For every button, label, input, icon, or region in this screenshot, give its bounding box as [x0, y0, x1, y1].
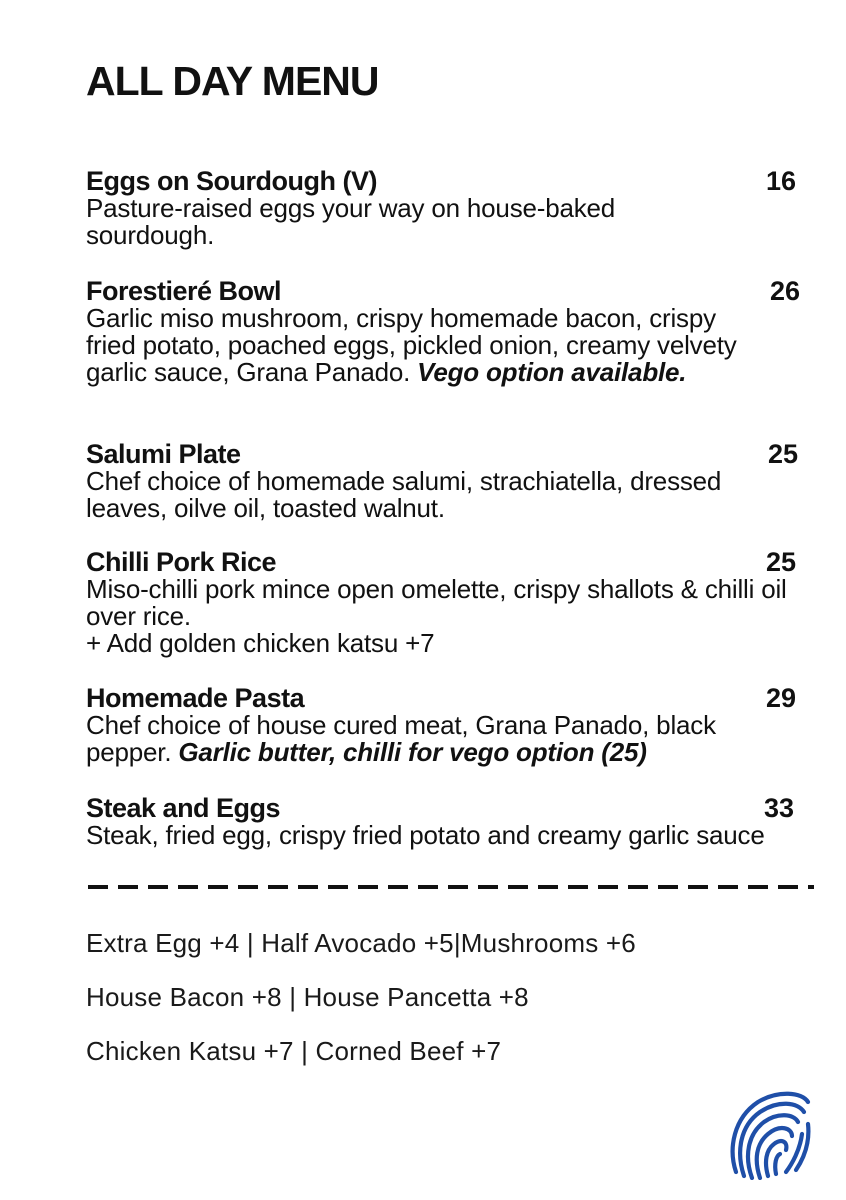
menu-item-description-text: Steak, fried egg, crispy fried potato and creamy garlic sauce [86, 820, 765, 850]
menu-item-description [86, 195, 726, 249]
menu-item-vego-note: Garlic butter, chilli for vego option (25) [178, 737, 647, 767]
menu-item-vego-note: Vego option available. [417, 357, 687, 387]
menu-item-steak-and-eggs [86, 794, 806, 849]
menu-item-description [86, 305, 756, 386]
menu-item-salumi-plate [86, 440, 806, 522]
menu-item-description-text: Chef choice of homemade salumi, strachiatella, dressed leaves, oilve oil, toasted walnut. [86, 466, 722, 523]
menu-item-description [86, 712, 806, 766]
menu-item-price: 26 [770, 276, 801, 306]
menu-item-description [86, 822, 806, 849]
extras-line-1: Extra Egg +4 | Half Avocado +5|Mushrooms +6 [86, 928, 636, 958]
extras-line-2: House Bacon +8 | House Pancetta +8 [86, 982, 529, 1012]
menu-item-description-text: Pasture-raised eggs your way on house-baked sourdough. [86, 193, 616, 250]
menu-item-price: 25 [768, 439, 799, 469]
dashed-divider [88, 885, 814, 889]
menu-item-name: Homemade Pasta [86, 683, 305, 713]
menu-item-price: 25 [766, 547, 797, 577]
menu-item-description [86, 468, 736, 522]
fingerprint-ridge [775, 1154, 780, 1174]
fingerprint-svg [728, 1088, 812, 1180]
menu-item-header [86, 277, 806, 305]
menu-item-eggs-on-sourdough [86, 167, 806, 249]
menu-item-description-text: Miso-chilli pork mince open omelette, crispy shallots & chilli oil over rice. [86, 574, 787, 631]
menu-item-name: Forestieré Bowl [86, 276, 282, 306]
extras-line-3: Chicken Katsu +7 | Corned Beef +7 [86, 1036, 502, 1066]
menu-item-description-text: Garlic miso mushroom, crispy homemade bacon, crispy fried potato, poached eggs, pickled onion, creamy velvety garlic sauce, Grana Panado. [86, 303, 737, 387]
menu-item-name: Eggs on Sourdough (V) [86, 166, 377, 196]
menu-item-description [86, 576, 802, 630]
menu-item-chilli-pork-rice [86, 548, 806, 657]
menu-item-header [86, 794, 806, 822]
menu-item-name: Salumi Plate [86, 439, 241, 469]
menu-item-header [86, 167, 806, 195]
menu-item-name: Steak and Eggs [86, 793, 281, 823]
menu-item-header [86, 548, 806, 576]
menu-item-header [86, 684, 806, 712]
menu-item-name: Chilli Pork Rice [86, 547, 277, 577]
page-title: ALL DAY MENU [86, 58, 379, 104]
menu-item-addon: + Add golden chicken katsu +7 [86, 628, 435, 658]
menu-item-price: 33 [764, 793, 795, 823]
menu-item-homemade-pasta [86, 684, 806, 766]
menu-item-description-text: Chef choice of house cured meat, Grana Panado, black pepper. [86, 710, 716, 767]
menu-item-header [86, 440, 806, 468]
menu-item-forestiere-bowl [86, 277, 806, 386]
menu-item-price: 16 [766, 166, 797, 196]
fingerprint-icon [728, 1088, 812, 1180]
menu-item-price: 29 [766, 683, 797, 713]
